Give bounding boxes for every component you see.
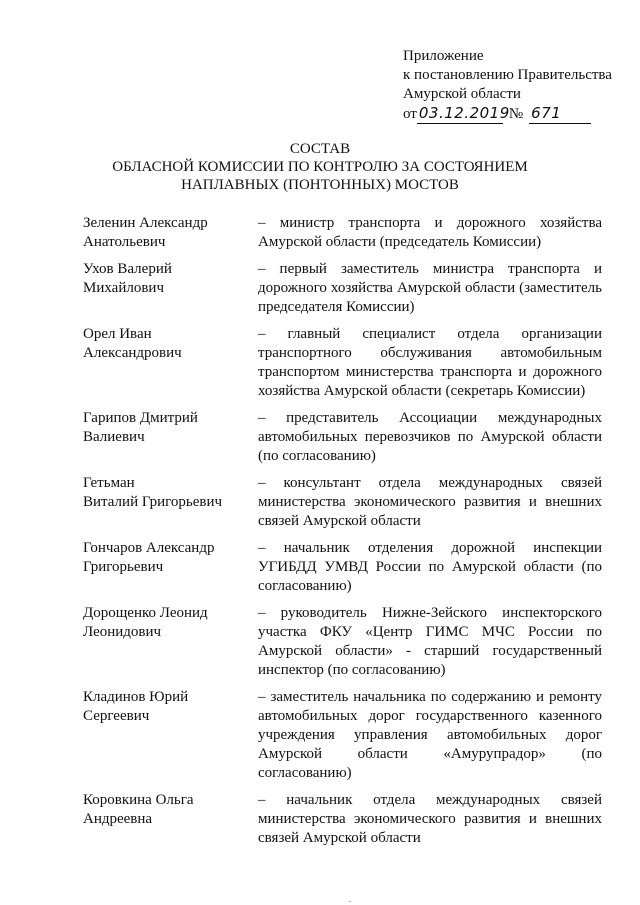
member-role: – министр транспорта и дорожного хозяйства Амурской области (председатель Комиссии) [258,215,602,250]
member-surname: Ухов Валерий [83,261,172,277]
member-role: – начальник отдела международных связей министерства экономического развития и внешних связей Амурской области [258,792,602,846]
scan-page-mark: . [349,895,351,904]
annex-line-3: Амурской области [403,86,521,102]
annex-reference [403,104,612,124]
document-title [0,140,640,194]
annex-line-2: к постановлению Правительства [403,67,612,83]
member-name [83,325,258,401]
member-patronymic: Александрович [83,345,182,361]
member-surname: Дорощенко Леонид [83,605,208,621]
member-patronymic: Сергеевич [83,708,150,724]
member-name [83,214,258,252]
member-row [83,409,603,466]
member-row [83,791,603,848]
annex-line-1: Приложение [403,48,484,64]
member-patronymic: Анатольевич [83,234,166,250]
member-patronymic: Григорьевич [83,559,164,575]
member-name [83,791,258,848]
title-line-3: НАПЛАВНЫХ (ПОНТОННЫХ) МОСТОВ [181,177,459,193]
member-surname: Орел Иван [83,326,152,342]
member-surname: Гончаров Александр [83,540,215,556]
member-row [83,539,603,596]
member-name [83,474,258,531]
member-surname: Кладинов Юрий [83,689,189,705]
member-row [83,214,603,252]
member-role: – главный специалист отдела организации транспортного обслуживания автомобильным транспортом министерства транспорта и дорожного хозяйства Амурской области (секретарь Комиссии) [258,326,602,399]
member-patronymic: Валиевич [83,429,145,445]
member-patronymic: Михайлович [83,280,164,296]
member-patronymic: Андреевна [83,811,153,827]
member-name [83,604,258,680]
handwritten-date: 03.12.2019 [418,104,510,122]
member-row [83,474,603,531]
handwritten-number: 671 [529,104,591,124]
member-surname: Зеленин Александр [83,215,208,231]
member-role: – заместитель начальника по содержанию и ремонту автомобильных дорог государственного казенного учреждения управления автомобильных дорог Амурской области «Амурупрадор» (по согласованию) [258,689,602,781]
member-name [83,688,258,783]
number-label: № [508,106,524,122]
members-list [83,214,603,856]
member-role: – руководитель Нижне-Зейского инспекторского участка ФКУ «Центр ГИМС МЧС России по Амурской области» - старший государственный инспектор (по согласованию) [258,605,602,678]
member-row [83,260,603,317]
member-surname: Гетьман [83,475,135,491]
member-role: – консультант отдела международных связей министерства экономического развития и внешних связей Амурской области [258,475,602,529]
member-name [83,539,258,596]
member-patronymic: Виталий Григорьевич [83,494,223,510]
member-row [83,688,603,783]
member-role: – первый заместитель министра транспорта и дорожного хозяйства Амурской области (заместитель председателя Комиссии) [258,261,602,315]
member-surname: Коровкина Ольга [83,792,194,808]
member-row [83,604,603,680]
member-surname: Гарипов Дмитрий [83,410,198,426]
member-name [83,260,258,317]
member-patronymic: Леонидович [83,624,162,640]
member-role: – начальник отделения дорожной инспекции УГИБДД УМВД России по Амурской области (по согласованию) [258,540,602,594]
title-line-1: СОСТАВ [289,141,351,157]
member-role: – представитель Ассоциации международных автомобильных перевозчиков по Амурской области (по согласованию) [258,410,602,464]
member-row [83,325,603,401]
title-line-2: ОБЛАСНОЙ КОМИССИИ ПО КОНТРОЛЮ ЗА СОСТОЯНИЕМ [112,159,528,175]
annex-block [403,47,612,124]
member-name [83,409,258,466]
date-prefix: от [403,106,417,122]
